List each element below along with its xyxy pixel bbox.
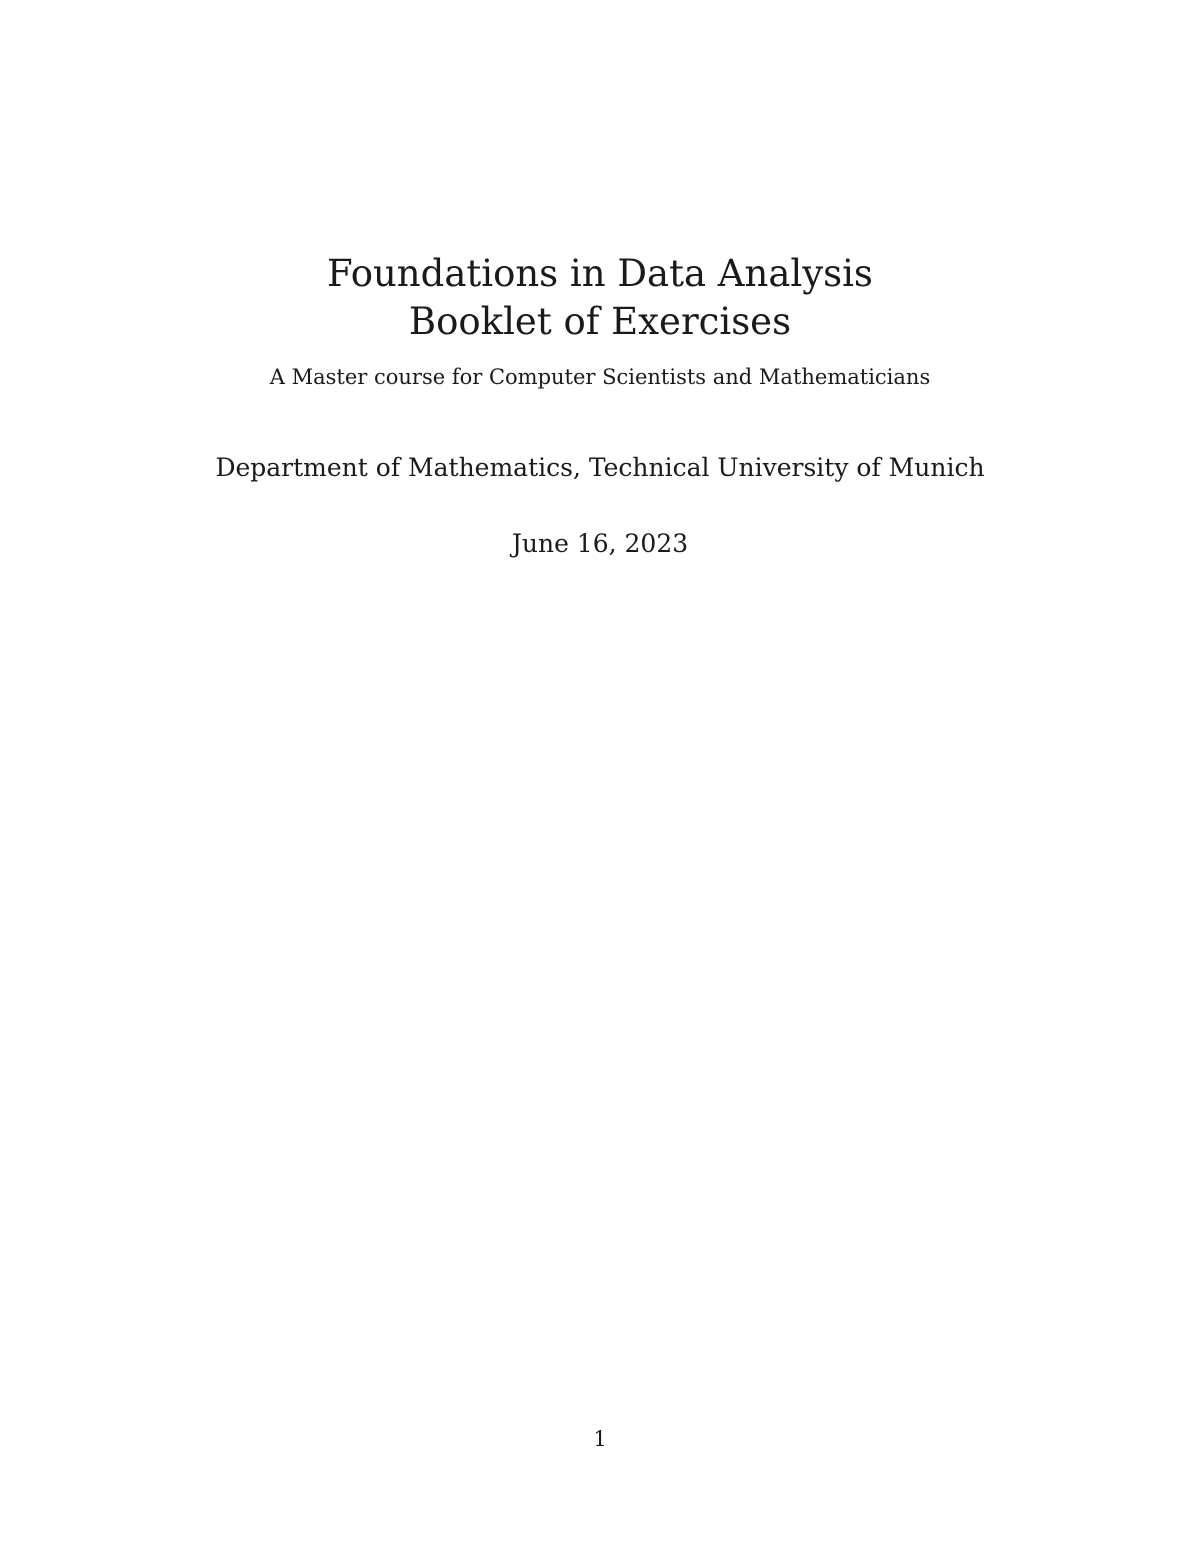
document-title-line-2: Booklet of Exercises xyxy=(408,300,792,343)
document-subtitle: A Master course for Computer Scientists and Mathematicians xyxy=(269,365,931,389)
page-number: 1 xyxy=(593,1427,607,1451)
document-title-line-1: Foundations in Data Analysis xyxy=(327,252,873,295)
department-affiliation: Department of Mathematics, Technical University of Munich xyxy=(215,453,985,482)
document-date: June 16, 2023 xyxy=(511,529,689,558)
